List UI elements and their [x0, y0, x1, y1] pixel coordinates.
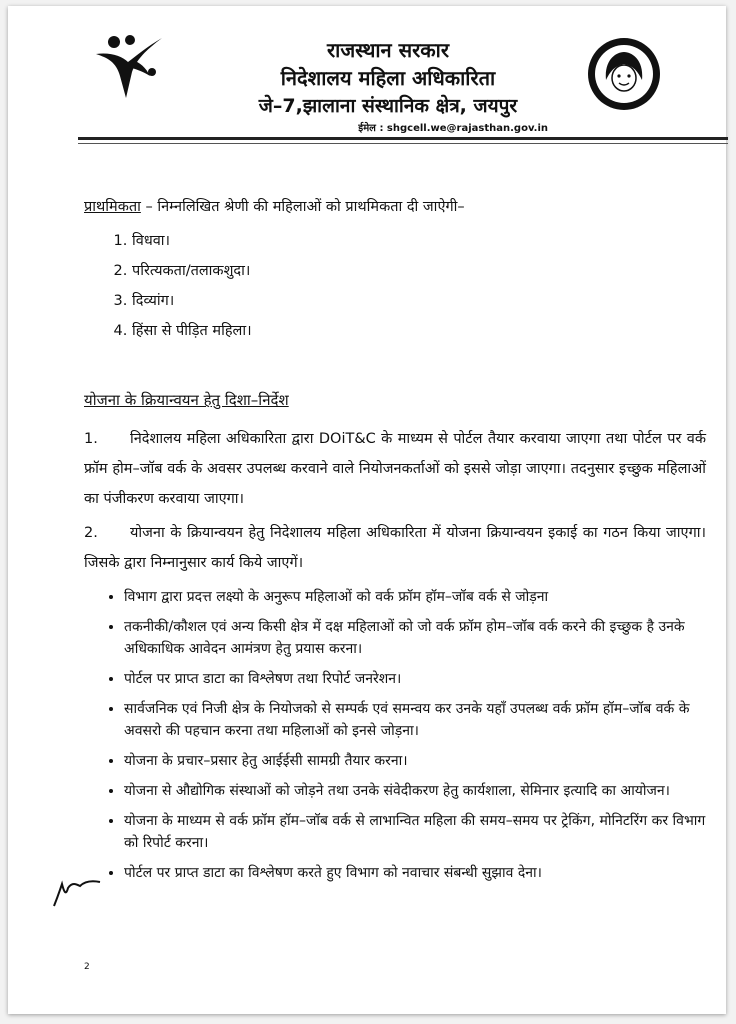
department-name: निदेशालय महिला अधिकारिता — [280, 66, 496, 90]
paragraph-text: निदेशालय महिला अधिकारिता द्वारा DOiT&C के माध्यम से पोर्टल तैयार करवाया जाएगा तथा पोर्टल पर वर्क फ्रॉम होम–जॉब वर्क के अवसर उपलब्ध करवाने वाले नियोजनकर्ताओं को इससे जोड़ा जाएगा। तदनुसार इच्छुक महिलाओं का पंजीकरण करवाया जाएगा। — [84, 431, 706, 507]
guideline-paragraph-2 — [84, 518, 706, 578]
paragraph-number: 2. — [84, 525, 98, 541]
priority-list — [84, 226, 706, 346]
beti-emblem-logo — [586, 36, 662, 112]
paragraph-text: योजना के क्रियान्वयन हेतु निदेशालय महिला अधिकारिता में योजना क्रियान्वयन इकाई का गठन किया जाएगा। जिसके द्वारा निम्नानुसार कार्य किये जाएगें। — [84, 525, 706, 571]
priority-item: 4. हिंसा से पीड़ित महिला। — [132, 316, 706, 346]
priority-label: प्राथमिकता — [84, 199, 141, 215]
task-bullet: • योजना से औद्योगिक संस्थाओं को जोड़ने तथा उनके संवेदीकरण हेतु कार्यशाला, सेमिनार इत्यादि का आयोजन। — [124, 780, 706, 802]
task-bullet: • सार्वजनिक एवं निजी क्षेत्र के नियोजको से सम्पर्क एवं समन्वय कर उनके यहाँ उपलब्ध वर्क फ्रॉम हॉम–जॉब वर्क के अवसरो की पहचान करना तथा महिलाओं को इनसे जोड़ना। — [124, 698, 706, 742]
email: ईमेल : shgcell.we@rajasthan.gov.in — [358, 123, 548, 134]
task-bullet: • पोर्टल पर प्राप्त डाटा का विश्लेषण तथा रिपोर्ट जनरेशन। — [124, 668, 706, 690]
priority-heading — [84, 196, 706, 218]
government-name: राजस्थान सरकार — [326, 38, 450, 62]
header-divider — [78, 137, 728, 140]
priority-item: 1. विधवा। — [132, 226, 706, 256]
task-bullet: • योजना के प्रचार–प्रसार हेतु आईईसी सामग्री तैयार करना। — [124, 750, 706, 772]
page-number: 2 — [84, 962, 90, 972]
task-bullet: • पोर्टल पर प्राप्त डाटा का विश्लेषण करते हुए विभाग को नवाचार संबन्धी सुझाव देना। — [124, 862, 706, 884]
header-divider-thin — [78, 143, 728, 144]
task-bullet-list — [84, 586, 706, 884]
document-body — [84, 196, 706, 892]
women-empowerment-logo — [86, 32, 166, 102]
guidelines-heading: योजना के क्रियान्वयन हेतु दिशा–निर्देश — [84, 391, 289, 409]
address: जे–7,झालाना संस्थानिक क्षेत्र, जयपुर — [258, 95, 518, 117]
task-bullet: • तकनीकी/कौशल एवं अन्य किसी क्षेत्र में दक्ष महिलाओं को जो वर्क फ्रॉम होम–जॉब वर्क करने की इच्छुक है उनके अधिकाधिक आवेदन आमंत्रण हेतु प्रयास करना। — [124, 616, 706, 660]
handwritten-signature — [50, 872, 106, 912]
guideline-paragraph-1 — [84, 424, 706, 514]
task-bullet: • विभाग द्वारा प्रदत्त लक्ष्यो के अनुरूप महिलाओं को वर्क फ्रॉम हॉम–जॉब वर्क से जोड़ना — [124, 586, 706, 608]
priority-intro: – निम्नलिखित श्रेणी की महिलाओं को प्राथमिकता दी जाऐगी– — [140, 199, 465, 215]
paragraph-number: 1. — [84, 431, 98, 447]
task-bullet: • योजना के माध्यम से वर्क फ्रॉम हॉम–जॉब वर्क से लाभान्वित महिला की समय–समय पर ट्रेकिंग, मोनिटरिंग कर विभाग को रिपोर्ट करना। — [124, 810, 706, 854]
priority-item: 3. दिव्यांग। — [132, 286, 706, 316]
document-page — [8, 6, 726, 1014]
letterhead — [208, 36, 568, 134]
priority-item: 2. परित्यकता/तलाकशुदा। — [132, 256, 706, 286]
